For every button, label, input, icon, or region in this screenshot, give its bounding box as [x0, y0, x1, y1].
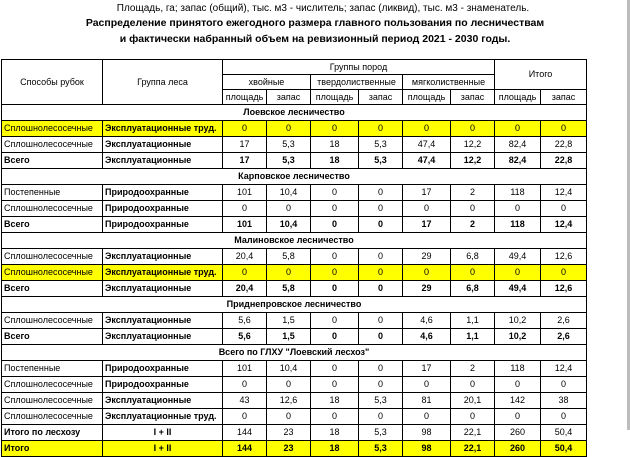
table-row [2, 153, 587, 169]
cell-value: 2 [451, 361, 495, 377]
cell-value: 81 [403, 393, 451, 409]
table-row [2, 137, 587, 153]
cell-value: 2,6 [541, 313, 587, 329]
cell-value: 47,4 [403, 153, 451, 169]
cell-value: 118 [495, 361, 541, 377]
title-line-2: и фактически набранный объем на ревизионный период 2021 - 2030 годы. [119, 33, 511, 45]
cell-value: 0 [223, 377, 267, 393]
section-title: Карповское лесничество [2, 169, 587, 185]
cell-method: Итого по лесхозу [2, 425, 103, 441]
cell-value: 29 [403, 281, 451, 297]
cell-value: 50,4 [541, 441, 587, 457]
cell-value: 0 [311, 121, 359, 137]
cell-value: 17 [403, 217, 451, 233]
cell-value: 0 [359, 217, 403, 233]
cell-method: Всего [2, 153, 103, 169]
cell-forest-group: Природоохранные [103, 361, 223, 377]
cell-value: 0 [311, 249, 359, 265]
cell-method: Сплошнолесосечные [2, 313, 103, 329]
cell-value: 0 [311, 185, 359, 201]
cell-value: 0 [451, 377, 495, 393]
cell-value: 18 [311, 393, 359, 409]
cell-value: 101 [223, 361, 267, 377]
cell-value: 38 [541, 393, 587, 409]
cell-value: 2 [451, 217, 495, 233]
cell-value: 0 [311, 409, 359, 425]
cell-value: 0 [359, 185, 403, 201]
cell-value: 0 [495, 377, 541, 393]
cell-value: 2 [451, 185, 495, 201]
cell-value: 0 [359, 265, 403, 281]
cell-value: 0 [359, 409, 403, 425]
cell-value: 0 [267, 409, 311, 425]
cell-value: 1,1 [451, 329, 495, 345]
table-row [2, 441, 587, 457]
cell-value: 0 [359, 121, 403, 137]
cell-value: 142 [495, 393, 541, 409]
cell-value: 5,3 [359, 137, 403, 153]
cell-value: 0 [495, 409, 541, 425]
table-row [2, 185, 587, 201]
section-header-row [2, 345, 587, 361]
table-row [2, 313, 587, 329]
table-body [2, 60, 587, 457]
col-header-conifer-stock: запас [267, 90, 311, 105]
table-row [2, 377, 587, 393]
cell-value: 82,4 [495, 137, 541, 153]
cell-value: 101 [223, 185, 267, 201]
cell-value: 12,6 [541, 249, 587, 265]
col-header-total: Итого [495, 60, 587, 90]
cell-method: Сплошнолесосечные [2, 265, 103, 281]
cell-value: 18 [311, 137, 359, 153]
cell-value: 0 [403, 121, 451, 137]
cell-value: 10,4 [267, 217, 311, 233]
cell-value: 5,3 [359, 441, 403, 457]
cell-value: 0 [359, 201, 403, 217]
cell-value: 18 [311, 425, 359, 441]
cell-forest-group: Природоохранные [103, 185, 223, 201]
table-row [2, 409, 587, 425]
cell-value: 18 [311, 441, 359, 457]
section-header-row [2, 169, 587, 185]
col-header-conifer: хвойные [223, 75, 311, 90]
cell-value: 12,2 [451, 153, 495, 169]
table-row [2, 201, 587, 217]
cell-forest-group: Эксплуатационные [103, 153, 223, 169]
cell-value: 18 [311, 153, 359, 169]
cell-value: 0 [541, 377, 587, 393]
cell-value: 12,6 [541, 281, 587, 297]
cell-value: 4,6 [403, 329, 451, 345]
cell-method: Сплошнолесосечные [2, 393, 103, 409]
cell-value: 118 [495, 217, 541, 233]
cell-forest-group: Природоохранные [103, 377, 223, 393]
col-header-forest-group: Группа леса [103, 60, 223, 105]
table-row [2, 265, 587, 281]
cell-value: 0 [267, 121, 311, 137]
cell-value: 10,2 [495, 313, 541, 329]
col-header-softwood-stock: запас [451, 90, 495, 105]
cell-value: 144 [223, 441, 267, 457]
cell-forest-group: Природоохранные [103, 201, 223, 217]
table-row [2, 121, 587, 137]
cell-value: 0 [451, 265, 495, 281]
col-header-softwood-area: площадь [403, 90, 451, 105]
cell-value: 17 [223, 153, 267, 169]
table-row [2, 425, 587, 441]
cell-value: 0 [359, 313, 403, 329]
col-header-conifer-area: площадь [223, 90, 267, 105]
cell-value: 47,4 [403, 137, 451, 153]
cell-value: 0 [495, 121, 541, 137]
cell-value: 20,1 [451, 393, 495, 409]
section-title: Лоевское лесничество [2, 105, 587, 121]
cell-value: 0 [223, 201, 267, 217]
cell-value: 0 [541, 265, 587, 281]
cell-value: 12,6 [267, 393, 311, 409]
cell-value: 144 [223, 425, 267, 441]
cell-value: 5,3 [267, 153, 311, 169]
cell-forest-group: Эксплуатационные [103, 137, 223, 153]
cell-value: 101 [223, 217, 267, 233]
allocation-table [1, 59, 587, 457]
cell-value: 0 [359, 377, 403, 393]
cell-value: 5,8 [267, 281, 311, 297]
col-header-total-stock: запас [541, 90, 587, 105]
cell-value: 0 [223, 409, 267, 425]
cell-value: 17 [223, 137, 267, 153]
cell-value: 0 [403, 377, 451, 393]
cell-value: 5,3 [267, 137, 311, 153]
cell-forest-group: Эксплуатационные [103, 329, 223, 345]
cell-value: 49,4 [495, 249, 541, 265]
units-note: Площадь, га; запас (общий), тыс. м3 - числитель; запас (ликвид), тыс. м3 - знаменатель. [116, 3, 530, 14]
cell-value: 29 [403, 249, 451, 265]
section-title: Малиновское лесничество [2, 233, 587, 249]
cell-value: 0 [495, 265, 541, 281]
cell-value: 260 [495, 425, 541, 441]
cell-value: 2,6 [541, 329, 587, 345]
cell-value: 0 [311, 281, 359, 297]
cell-value: 0 [451, 201, 495, 217]
cell-forest-group: Эксплуатационные труд. [103, 265, 223, 281]
col-header-hardwood-stock: запас [359, 90, 403, 105]
cell-method: Сплошнолесосечные [2, 377, 103, 393]
cell-value: 0 [311, 329, 359, 345]
title-line-1: Распределение принятого ежегодного размера главного пользования по лесничествам [85, 17, 545, 29]
cell-value: 0 [541, 409, 587, 425]
cell-value: 0 [403, 265, 451, 281]
col-header-total-area: площадь [495, 90, 541, 105]
cell-value: 1,5 [267, 329, 311, 345]
cell-value: 0 [311, 361, 359, 377]
cell-method: Всего [2, 217, 103, 233]
section-header-row [2, 297, 587, 313]
table-row [2, 249, 587, 265]
cell-value: 10,4 [267, 361, 311, 377]
cell-value: 0 [359, 329, 403, 345]
section-header-row [2, 105, 587, 121]
cell-value: 17 [403, 361, 451, 377]
cell-method: Сплошнолесосечные [2, 249, 103, 265]
cell-value: 22,1 [451, 425, 495, 441]
cell-value: 0 [541, 121, 587, 137]
cell-value: 0 [451, 409, 495, 425]
cell-method: Итого [2, 441, 103, 457]
cell-method: Сплошнолесосечные [2, 409, 103, 425]
cell-method: Всего [2, 329, 103, 345]
cell-method: Постепенные [2, 361, 103, 377]
cell-value: 22,1 [451, 441, 495, 457]
cell-value: 0 [359, 361, 403, 377]
cell-value: 0 [311, 217, 359, 233]
cell-value: 12,4 [541, 185, 587, 201]
cell-method: Сплошнолесосечные [2, 201, 103, 217]
cell-value: 10,2 [495, 329, 541, 345]
cell-value: 118 [495, 185, 541, 201]
cell-value: 6,8 [451, 281, 495, 297]
cell-value: 5,6 [223, 329, 267, 345]
cell-value: 5,3 [359, 153, 403, 169]
col-header-method: Способы рубок [2, 60, 103, 105]
cell-value: 0 [359, 249, 403, 265]
cell-value: 0 [403, 409, 451, 425]
cell-value: 10,4 [267, 185, 311, 201]
cell-forest-group: Природоохранные [103, 217, 223, 233]
cell-value: 5,3 [359, 425, 403, 441]
cell-method: Постепенные [2, 185, 103, 201]
cell-value: 0 [311, 265, 359, 281]
cell-forest-group: Эксплуатационные [103, 313, 223, 329]
cell-forest-group: Эксплуатационные [103, 393, 223, 409]
cell-value: 17 [403, 185, 451, 201]
cell-method: Всего [2, 281, 103, 297]
cell-value: 43 [223, 393, 267, 409]
cell-forest-group: Эксплуатационные [103, 281, 223, 297]
cell-value: 0 [311, 313, 359, 329]
cell-value: 0 [267, 201, 311, 217]
cell-value: 0 [403, 201, 451, 217]
cell-forest-group: Эксплуатационные [103, 249, 223, 265]
table-row [2, 329, 587, 345]
cell-value: 0 [451, 121, 495, 137]
col-header-hardwood-area: площадь [311, 90, 359, 105]
cell-value: 22,8 [541, 137, 587, 153]
cell-value: 50,4 [541, 425, 587, 441]
section-title: Приднепровское лесничество [2, 297, 587, 313]
cell-value: 98 [403, 425, 451, 441]
cell-value: 98 [403, 441, 451, 457]
col-header-hardwood: твердолиственные [311, 75, 403, 90]
cell-value: 0 [311, 201, 359, 217]
cell-value: 1,1 [451, 313, 495, 329]
cell-value: 12,2 [451, 137, 495, 153]
cell-value: 12,4 [541, 217, 587, 233]
cell-value: 0 [267, 265, 311, 281]
cell-value: 23 [267, 441, 311, 457]
cell-value: 12,4 [541, 361, 587, 377]
cell-value: 0 [223, 265, 267, 281]
cell-value: 0 [359, 281, 403, 297]
cell-value: 0 [267, 377, 311, 393]
cell-value: 5,6 [223, 313, 267, 329]
cell-value: 5,8 [267, 249, 311, 265]
cell-method: Сплошнолесосечные [2, 137, 103, 153]
col-header-species-groups: Группы пород [223, 60, 495, 75]
cell-value: 0 [223, 121, 267, 137]
table-row [2, 393, 587, 409]
table-row [2, 361, 587, 377]
cell-value: 5,3 [359, 393, 403, 409]
cell-value: 0 [311, 377, 359, 393]
table-row [2, 217, 587, 233]
cell-value: 0 [541, 201, 587, 217]
section-title: Всего по ГЛХУ "Лоевский лесхоз" [2, 345, 587, 361]
cell-value: 6,8 [451, 249, 495, 265]
cell-value: 82,4 [495, 153, 541, 169]
cell-forest-group: I + II [103, 425, 223, 441]
cell-value: 1,5 [267, 313, 311, 329]
cell-value: 20,4 [223, 249, 267, 265]
cell-value: 49,4 [495, 281, 541, 297]
section-header-row [2, 233, 587, 249]
cell-forest-group: I + II [103, 441, 223, 457]
col-header-softwood: мягколиственные [403, 75, 495, 90]
cell-value: 20,4 [223, 281, 267, 297]
cell-value: 260 [495, 441, 541, 457]
table-row [2, 281, 587, 297]
cell-forest-group: Эксплуатационные труд. [103, 121, 223, 137]
cell-value: 4,6 [403, 313, 451, 329]
cell-forest-group: Эксплуатационные труд. [103, 409, 223, 425]
cell-value: 23 [267, 425, 311, 441]
cell-value: 0 [495, 201, 541, 217]
cell-method: Сплошнолесосечные [2, 121, 103, 137]
cell-value: 22,8 [541, 153, 587, 169]
